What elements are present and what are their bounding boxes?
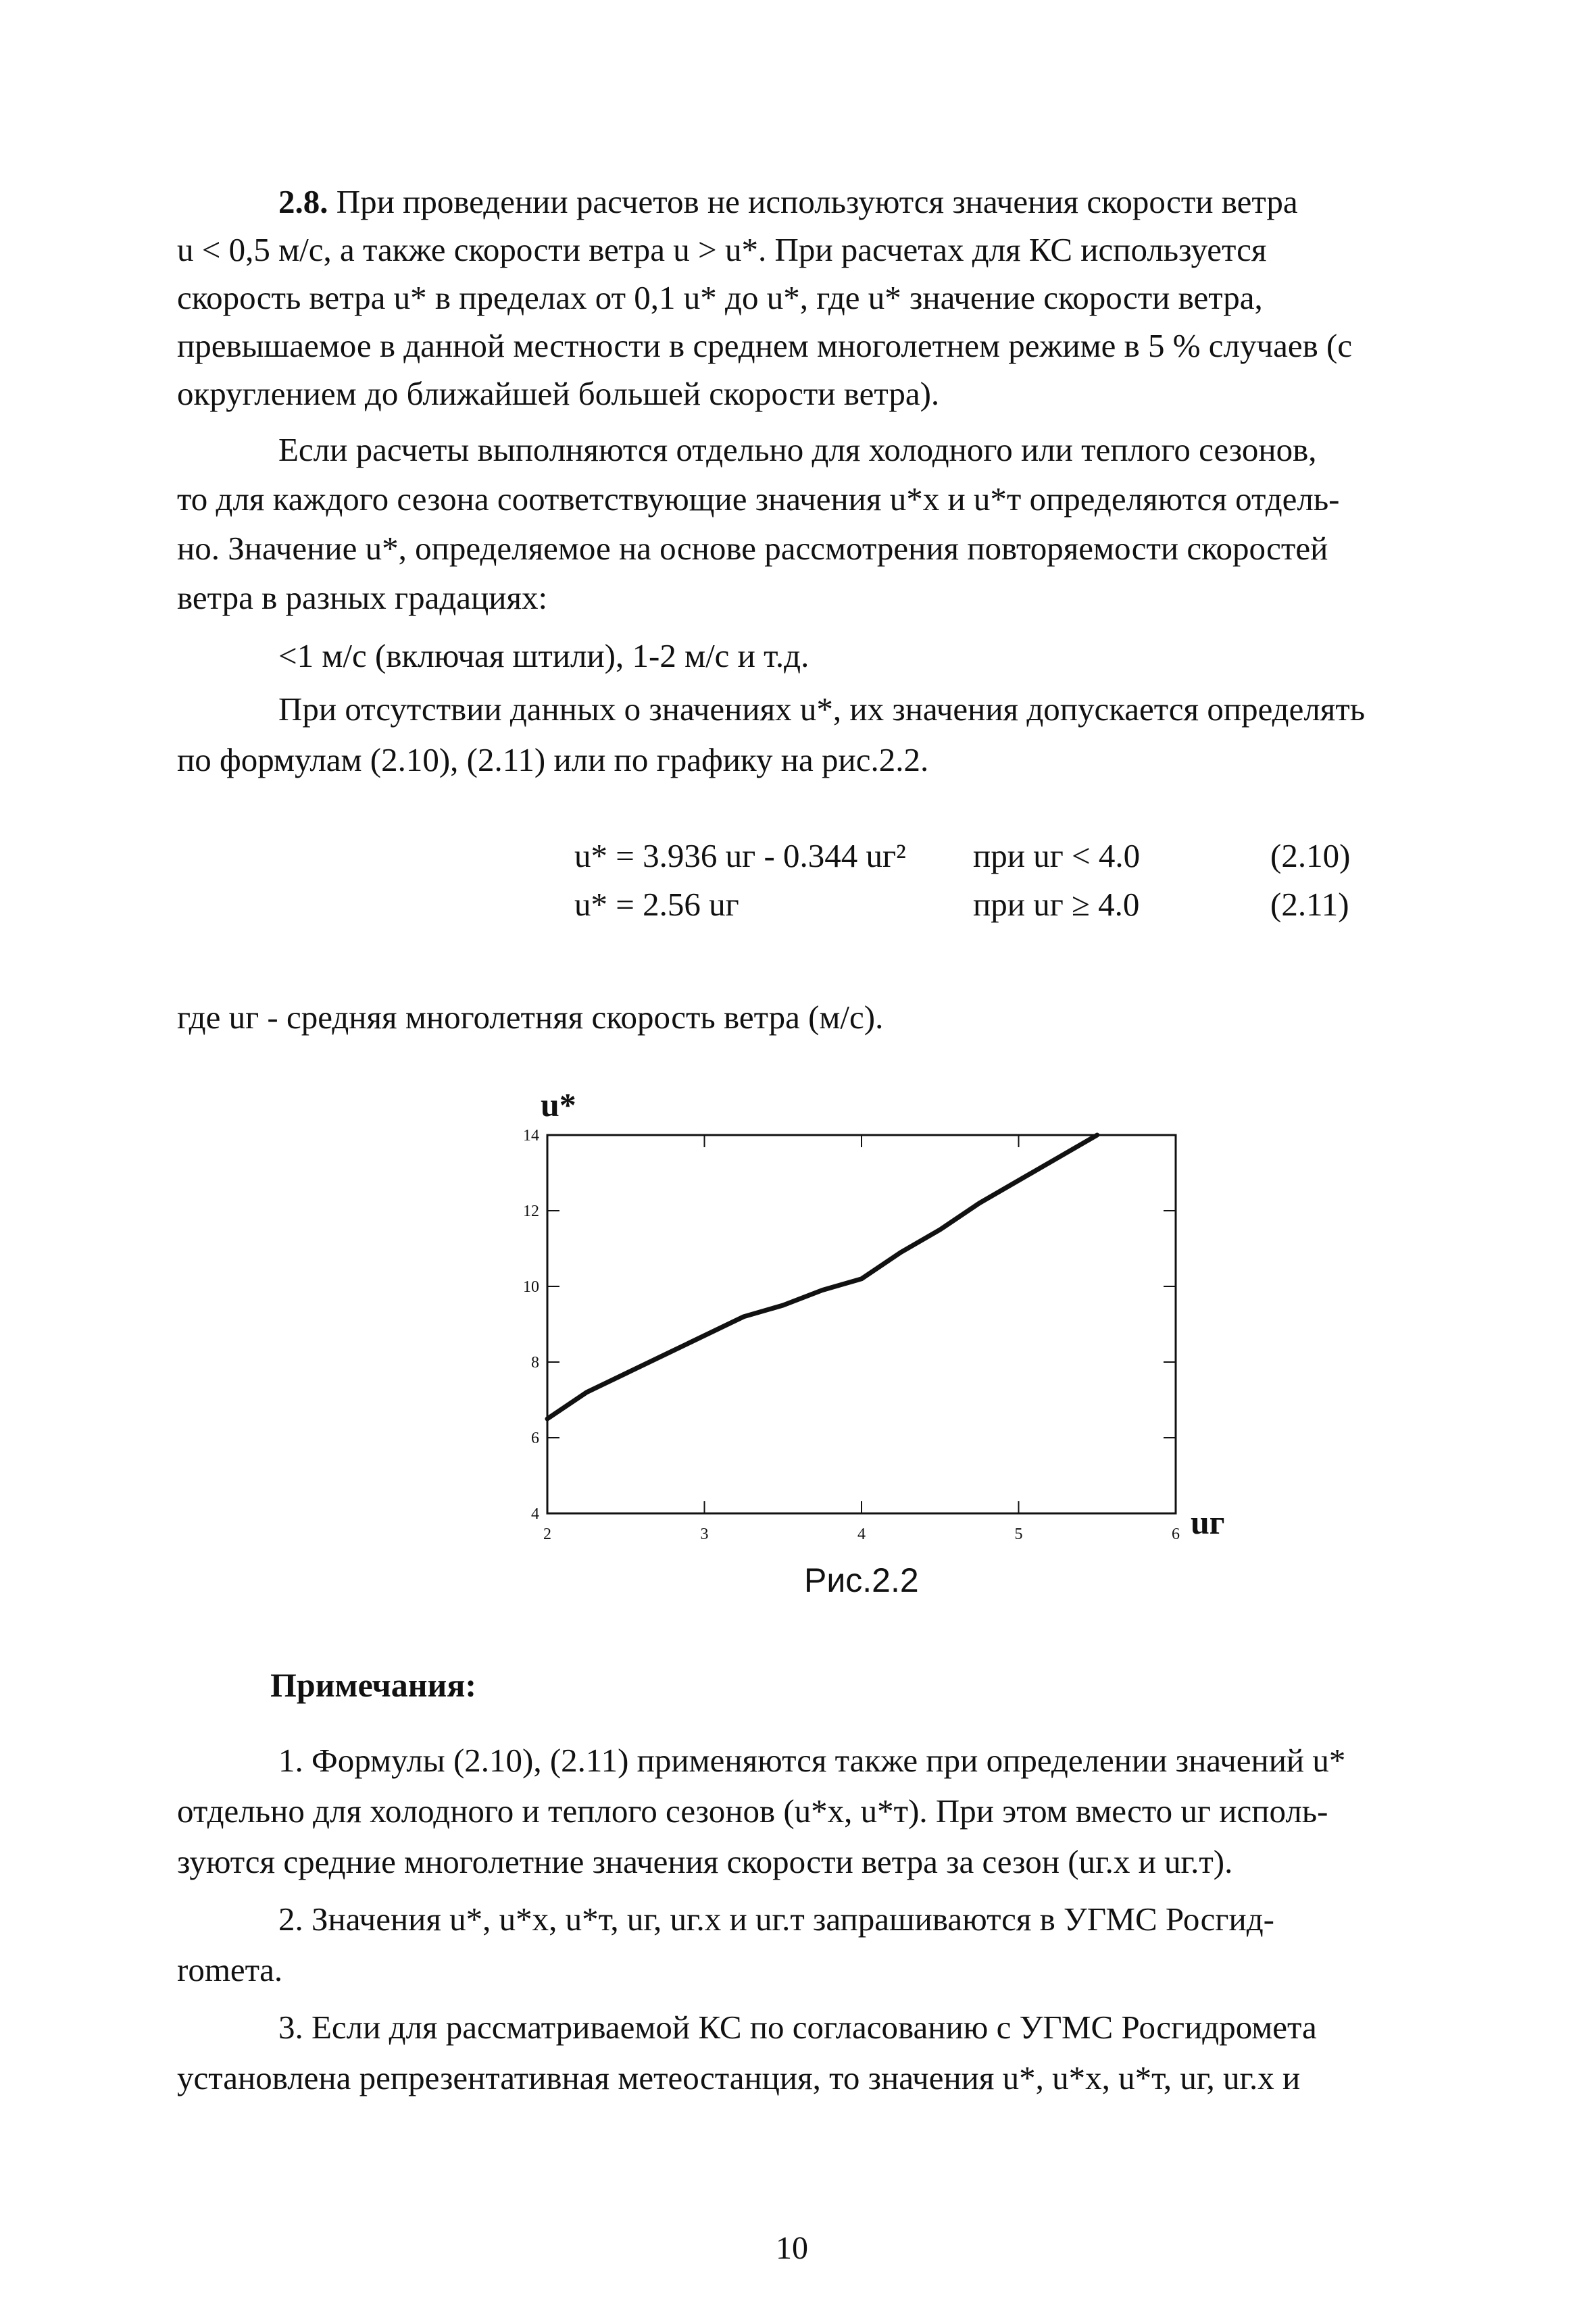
note-3-line-1: 3. Если для рассматриваемой КС по согласованию с УГМС Росгидромета	[278, 2009, 1317, 2046]
x-tick-label-4: 4	[857, 1526, 866, 1543]
p2-line-4: ветра в разных градациях:	[177, 579, 548, 616]
chart-frame	[547, 1135, 1176, 1513]
formula-2-10-number: (2.10)	[1270, 837, 1351, 874]
series-line-0	[547, 1135, 1097, 1419]
notes-title: Примечания:	[270, 1666, 477, 1704]
formula-2-11-expr: u* = 2.56 uг	[574, 886, 739, 923]
figure-caption: Рис.2.2	[804, 1561, 919, 1599]
p2-line-2: то для каждого сезона соответствующие значения u*х и u*т определяются отдель-	[177, 480, 1340, 518]
chart-ticks	[547, 1135, 1176, 1513]
plot-border	[547, 1135, 1176, 1513]
section-number: 2.8.	[278, 183, 328, 220]
p1-line-1	[278, 178, 1298, 226]
y-tick-label-12: 12	[523, 1203, 539, 1220]
page-number: 10	[776, 2230, 808, 2266]
note-1-line-3: зуются средние многолетние значения скорости ветра за сезон (uг.х и uг.т).	[177, 1843, 1233, 1880]
note-1-line-2: отдельно для холодного и теплого сезонов (u*х, u*т). При этом вместо uг исполь-	[177, 1792, 1328, 1830]
p1-line-5: округлением до ближайшей большей скорости ветра).	[177, 375, 940, 412]
note-1-line-1: 1. Формулы (2.10), (2.11) применяются также при определении значений u*	[278, 1742, 1346, 1779]
p2-line-3: но. Значение u*, определяемое на основе рассмотрения повторяемости скоростей	[177, 530, 1328, 567]
gradations-line: <1 м/с (включая штили), 1-2 м/с и т.д.	[278, 637, 809, 674]
note-3-line-2: установлена репрезентативная метеостанция, то значения u*, u*х, u*т, uг, uг.х и	[177, 2059, 1301, 2096]
p1-line-1-text: При проведении расчетов не используются значения скорости ветра	[336, 183, 1298, 220]
formula-2-11-condition: при uг ≥ 4.0	[973, 886, 1140, 923]
formula-2-10-expr: u* = 3.936 uг - 0.344 uг²	[574, 837, 906, 874]
chart-labels	[523, 1086, 1225, 1543]
y-tick-label-8: 8	[531, 1354, 539, 1372]
y-axis-label: u*	[541, 1086, 576, 1124]
note-2-line-2: romeтa.	[177, 1951, 283, 1988]
where-definition: где uг - средняя многолетняя скорость ветра (м/с).	[177, 999, 884, 1036]
p1-line-3: скорость ветра u* в пределах от 0,1 u* до u*, где u* значение скорости ветра,	[177, 279, 1263, 316]
y-tick-label-6: 6	[531, 1430, 539, 1447]
y-tick-label-14: 14	[523, 1127, 539, 1145]
x-tick-label-3: 3	[700, 1526, 709, 1543]
p3-line-2: по формулам (2.10), (2.11) или по графику на рис.2.2.	[177, 741, 929, 778]
y-tick-label-4: 4	[531, 1505, 539, 1523]
note-2-line-1: 2. Значения u*, u*х, u*т, uг, uг.х и uг.т запрашиваются в УГМС Росгид-	[278, 1901, 1274, 1938]
chart-series	[547, 1135, 1097, 1419]
p1-line-2: u < 0,5 м/с, а также скорости ветра u > u*. При расчетах для КС используется	[177, 231, 1267, 268]
p1-line-4: превышаемое в данной местности в среднем многолетнем режиме в 5 % случаев (с	[177, 327, 1353, 364]
x-tick-label-5: 5	[1014, 1526, 1023, 1543]
chart-svg	[500, 1074, 1270, 1588]
p3-line-1: При отсутствии данных о значениях u*, их значения допускается определять	[278, 690, 1366, 728]
y-tick-label-10: 10	[523, 1278, 539, 1296]
x-axis-label: uг	[1191, 1503, 1225, 1541]
formula-2-10-condition: при uг < 4.0	[973, 837, 1141, 874]
p2-line-1: Если расчеты выполняются отдельно для холодного или теплого сезонов,	[278, 431, 1317, 468]
x-tick-label-6: 6	[1172, 1526, 1180, 1543]
chart	[500, 1074, 1270, 1588]
formula-2-11-number: (2.11)	[1270, 886, 1349, 923]
x-tick-label-2: 2	[543, 1526, 551, 1543]
